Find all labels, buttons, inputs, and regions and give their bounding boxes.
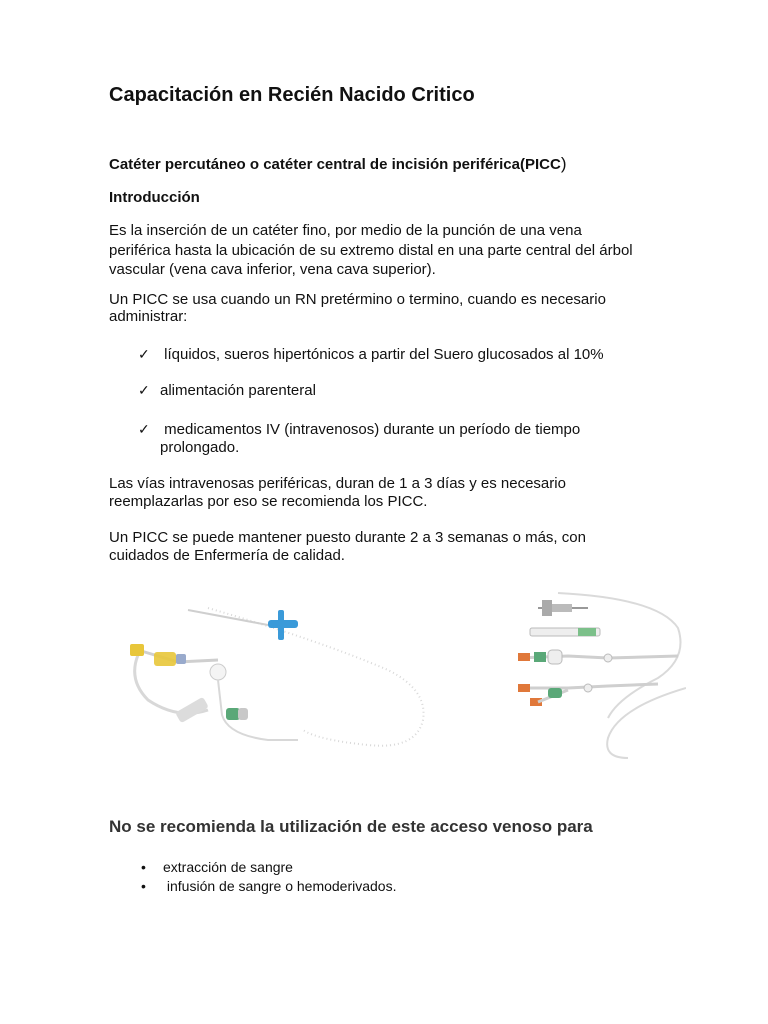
section-heading-contraindications: No se recomienda la utilización de este acceso venoso para — [109, 817, 593, 836]
bullet-icon: • — [141, 859, 146, 875]
paragraph-definition — [109, 221, 669, 280]
butterfly-hub — [268, 610, 298, 640]
subtitle-paren: ) — [560, 154, 567, 173]
check-icon: ✓ — [138, 421, 150, 437]
clamp — [175, 697, 248, 723]
paragraph-duration — [109, 529, 669, 564]
paragraph-line: vascular (vena cava inferior, vena cava superior). — [109, 261, 436, 278]
bullet-item — [141, 858, 293, 876]
paragraph-line: periférica hasta la ubicación de su extremo distal en una parte central del árbol — [109, 241, 633, 259]
picc-catheter-image — [118, 600, 438, 760]
needle — [538, 600, 588, 616]
triple-lumen-set — [518, 650, 678, 664]
checklist-text: líquidos, sueros hipertónicos a partir del Suero glucosados al 10% — [160, 346, 604, 363]
double-lumen-set — [518, 684, 658, 706]
paragraph-usage — [109, 291, 669, 325]
checklist-item — [138, 381, 316, 400]
checklist-item — [138, 420, 580, 457]
paragraph-line: Un PICC se usa cuando un RN pretérmino o termino, cuando es necesario — [109, 291, 606, 308]
bullet-text: infusión de sangre o hemoderivados. — [163, 878, 397, 894]
paragraph-line: Un PICC se puede mantener puesto durante 2 a 3 semanas o más, con — [109, 529, 586, 546]
bullet-icon: • — [141, 878, 146, 894]
checklist-item — [138, 345, 604, 364]
section-subtitle — [109, 154, 566, 174]
checklist-text: alimentación parenteral — [160, 382, 316, 399]
dilator-sheath — [530, 628, 600, 636]
paragraph-line: Las vías intravenosas periféricas, duran de 1 a 3 días y es necesario — [109, 475, 566, 492]
bullet-text: extracción de sangre — [163, 859, 293, 875]
check-icon: ✓ — [138, 346, 150, 362]
intro-heading: Introducción — [109, 189, 200, 206]
check-icon: ✓ — [138, 382, 150, 398]
paragraph-line: reemplazarlas por eso se recomienda los PICC. — [109, 492, 428, 510]
checklist-text-continued: prolongado. — [160, 439, 240, 456]
checklist-text: medicamentos IV (intravenosos) durante un período de tiempo — [160, 421, 581, 438]
bullet-item — [141, 877, 396, 895]
paragraph-line: Es la inserción de un catéter fino, por medio de la punción de una vena — [109, 222, 582, 239]
picc-kit-image — [508, 588, 686, 763]
document-title: Capacitación en Recién Nacido Critico — [109, 84, 475, 106]
paragraph-line: administrar: — [109, 308, 188, 325]
subtitle-text: Catéter percutáneo o catéter central de incisión periférica(PICC — [109, 156, 561, 173]
paragraph-line: cuidados de Enfermería de calidad. — [109, 546, 345, 564]
paragraph-peripheral — [109, 475, 669, 510]
